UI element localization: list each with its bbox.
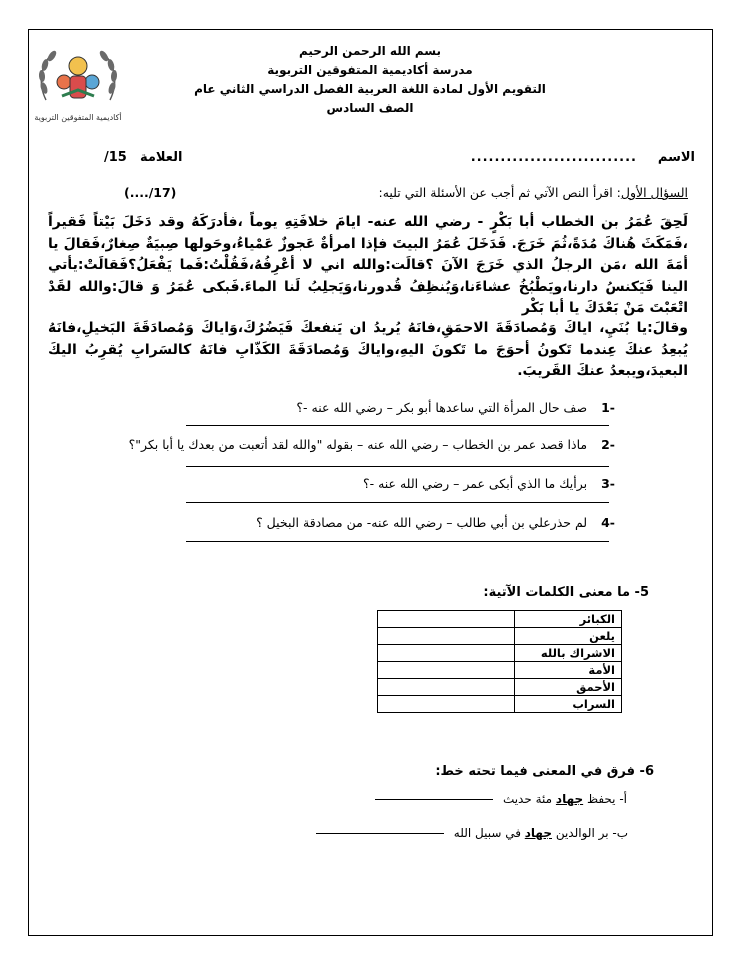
question1-instruction xyxy=(378,185,688,200)
vocab-answer-cell[interactable] xyxy=(378,662,515,679)
mark-value: /15 xyxy=(104,150,127,165)
vocab-answer-cell[interactable] xyxy=(378,628,515,645)
answer-line-3[interactable] xyxy=(186,502,609,503)
name-label: الاسم xyxy=(657,150,695,165)
table-row xyxy=(378,679,622,696)
passage-paragraph-1: لَحِقَ عُمَرُ بن الخطاب أبا بَكْرٍ - رضي الله عنه- ايامَ خلافَتِهِ يوماً ،فأدرَكَهُ وقد دَخَلَ بَيْتاً فَقيراً ،فَمَكَثَ هُناكَ مُدَةً،ثُمَ خَرَجَ. فَدَخَلَ عُمَرُ البيتَ فإذا امرأةٌ عَجوزٌ عَمْياءُ،وحَولها صِبيَةٌ صِغارٌ،فَقالَ يا أمَةَ الله ،مَن الرجلُ الذي خَرَجَ الآنَ ؟قالَت:والله اني لا أعْرِفُهُ،فَقُلْتُ:فَما يَفْعَلُ؟فَقالَتْ:يأتي الينا فَيَكنسُ دارنا،ويَطْبُخُ عشاءَنا،وَيُنظِفُ قُدورنا،وَيَجلِبُ لَنا الماءَ.فَبكى عُمَرُ وَ قالَ:والله لقَدْ اتْعَبْتَ مَنْ بَعْدَكَ يا أبا بَكْر xyxy=(48,214,688,316)
question-5-title: 5- ما معنى الكلمات الآتية: xyxy=(483,585,649,600)
name-field[interactable]: ............................ xyxy=(470,150,637,165)
item-b-prefix: ب- بر الوالدين xyxy=(555,826,628,840)
passage-paragraph-2: وقالَ:يا بُنَيِ، اياكَ وَمُصادَقَةَ الاحمَقِ،فانَهُ يُريدُ ان يَنفعكَ فَيَضُرُكَ،وَاياكَ وَمُصادَقَةَ البَخيلِ،فانَهُ يُبعِدُ عنكَ عِندما تَكونُ أحوَجَ ما تَكونَ اليهِ،واياكَ وَمُصادَقَةَ الكَذّابِ فانَهُ كالسَرابِ يُقرِبُ اليكَ البعيدَ،ويبعدُ عنكَ القَريبَ. xyxy=(48,320,688,379)
basmala: بسم الله الرحمن الرحيم xyxy=(298,44,442,58)
question-3 xyxy=(363,476,615,491)
table-row xyxy=(378,645,622,662)
vocab-word: الأحمق xyxy=(514,679,621,696)
grade-label: الصف السادس xyxy=(326,101,414,115)
mark-label: العلامة xyxy=(140,150,183,165)
item-b-suffix: في سبيل الله xyxy=(453,826,521,840)
question-text: لم حذرعلي بن أبي طالب – رضي الله عنه- من مصادقة البخيل ؟ xyxy=(256,515,588,530)
school-logo-icon xyxy=(32,38,124,130)
table-row xyxy=(378,696,622,713)
item-a-suffix: مئة حديث xyxy=(502,792,553,806)
question-6-item-a xyxy=(375,792,627,806)
vocab-answer-cell[interactable] xyxy=(378,645,515,662)
answer-line-2[interactable] xyxy=(186,466,609,467)
exam-title: التقويم الأول لمادة اللغة العربية الفصل الدراسي الثاني عام xyxy=(194,82,546,96)
answer-line-a[interactable] xyxy=(375,799,493,800)
table-row xyxy=(378,628,622,645)
vocab-answer-cell[interactable] xyxy=(378,611,515,628)
vocab-answer-cell[interactable] xyxy=(378,679,515,696)
vocab-word: يلعن xyxy=(514,628,621,645)
vocab-word: الأمة xyxy=(514,662,621,679)
svg-text:أكاديمية المتفوقين التربوية: أكاديمية المتفوقين التربوية xyxy=(34,113,122,122)
vocab-table xyxy=(377,610,622,713)
question-number: -3 xyxy=(601,476,615,491)
item-a-prefix: أ- يحفظ xyxy=(586,792,627,806)
question-2 xyxy=(129,437,615,452)
question-6-item-b xyxy=(316,826,628,840)
table-row xyxy=(378,611,622,628)
question-text: صف حال المرأة التي ساعدها أبو بكر – رضي الله عنه -؟ xyxy=(296,400,588,415)
question-4 xyxy=(256,515,615,530)
question1-instruction-text: : اقرأ النص الآتي ثم أجب عن الأسئلة التي تليه: xyxy=(378,185,621,200)
answer-line-b[interactable] xyxy=(316,833,444,834)
vocab-answer-cell[interactable] xyxy=(378,696,515,713)
item-a-underlined-word: جهاد xyxy=(555,792,584,806)
student-info-row xyxy=(60,150,695,172)
question-number: -1 xyxy=(601,400,615,415)
vocab-word: الكبائر xyxy=(514,611,621,628)
answer-line-1[interactable] xyxy=(186,425,609,426)
question1-label: السؤال الأول xyxy=(620,185,688,200)
question-text: برأيك ما الذي أبكى عمر – رضي الله عنه -؟ xyxy=(362,476,588,491)
table-row xyxy=(378,662,622,679)
question-number: -2 xyxy=(601,437,615,452)
item-b-underlined-word: جهاد xyxy=(524,826,552,840)
vocab-word: السراب xyxy=(514,696,621,713)
question-1 xyxy=(296,400,615,415)
question-number: -4 xyxy=(601,515,615,530)
vocab-word: الاشراك بالله xyxy=(514,645,621,662)
answer-line-4[interactable] xyxy=(186,541,609,542)
question-text: ماذا قصد عمر بن الخطاب – رضي الله عنه – بقوله "والله لقد أتعبت من بعدك يا أبا بكر"؟ xyxy=(128,437,588,452)
school-name: مدرسة أكاديمية المتفوقين التربوية xyxy=(267,63,473,77)
question-6-title: 6- فرق في المعنى فيما تحته خط: xyxy=(435,764,654,779)
question1-score: (..../17) xyxy=(124,185,177,200)
